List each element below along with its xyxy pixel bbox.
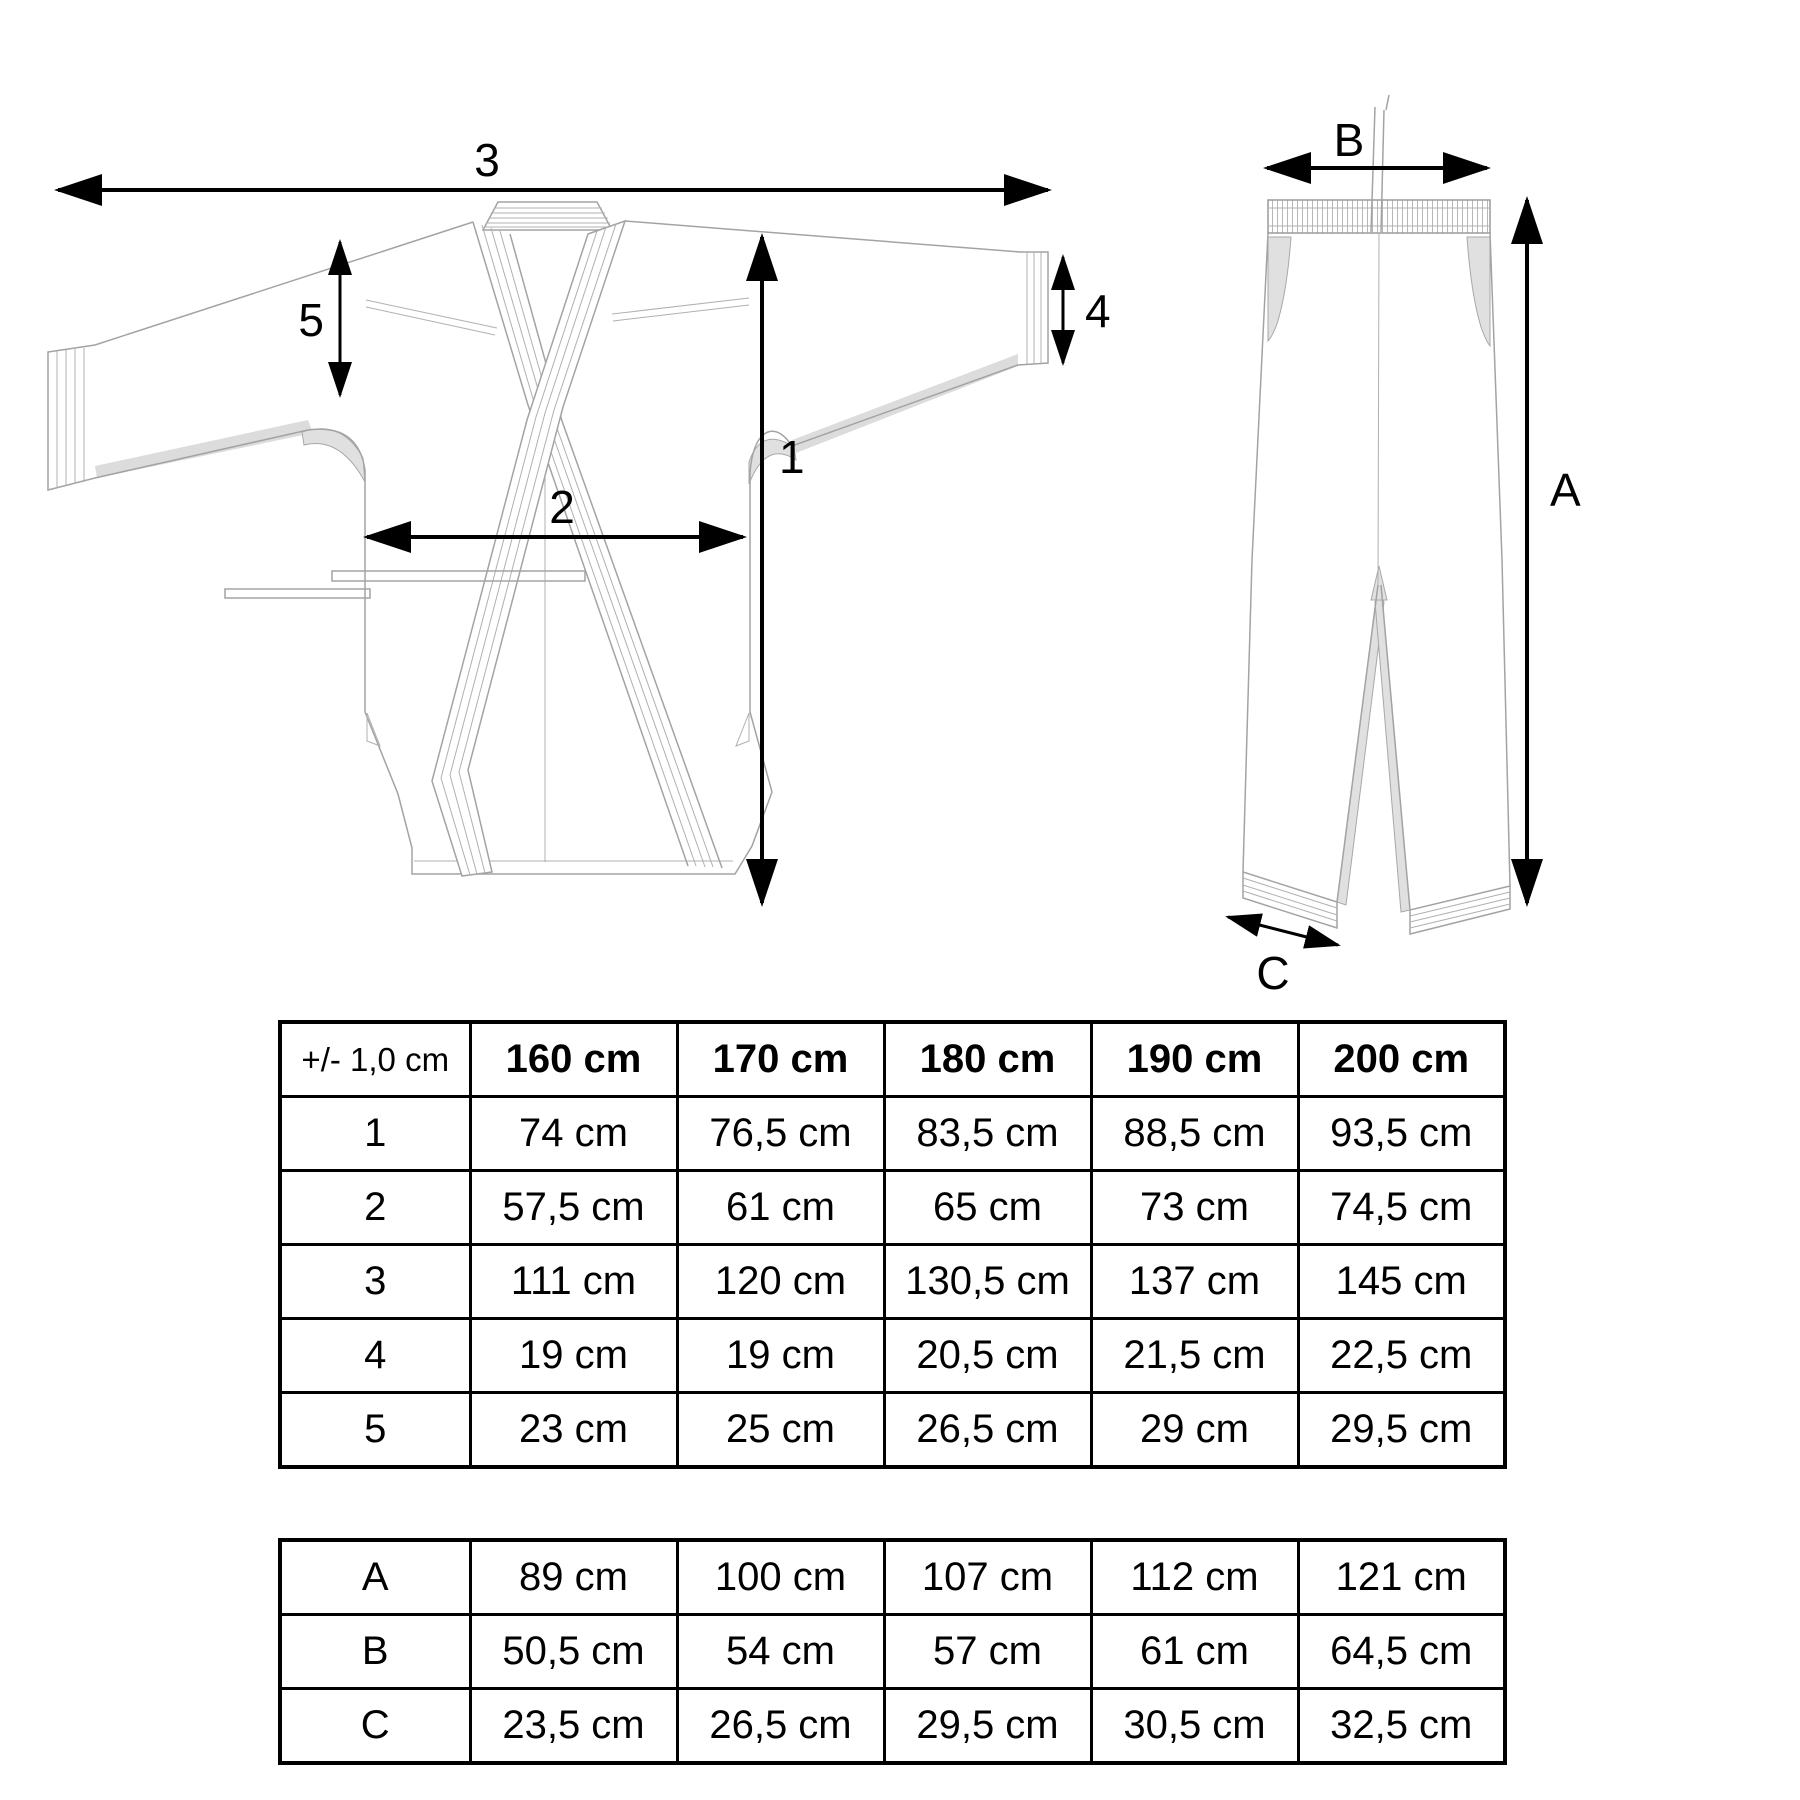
pants-outline [1243, 233, 1510, 910]
measurement-value-cell: 112 cm [1091, 1540, 1298, 1615]
measurement-row [280, 1245, 1505, 1319]
measurement-value-cell: 73 cm [1091, 1171, 1298, 1245]
measurement-value-cell: 20,5 cm [884, 1319, 1091, 1393]
row-label-cell: 5 [280, 1393, 470, 1468]
jacket-tie-strap-upper [332, 571, 585, 581]
pants-diagram [1243, 95, 1510, 934]
pants-size-table [278, 1538, 1507, 1765]
measurement-value-cell: 32,5 cm [1298, 1689, 1505, 1764]
measurement-row [280, 1393, 1505, 1468]
pants-left-gusset-shading [1337, 585, 1384, 905]
measurement-value-cell: 76,5 cm [677, 1097, 884, 1171]
row-label-cell: 3 [280, 1245, 470, 1319]
size-header-cell: 170 cm [677, 1022, 884, 1097]
measurement-row [280, 1171, 1505, 1245]
measurement-value-cell: 130,5 cm [884, 1245, 1091, 1319]
tolerance-header-cell: +/- 1,0 cm [280, 1022, 470, 1097]
jacket-right-lapel [432, 221, 625, 876]
measurement-value-cell: 57 cm [884, 1615, 1091, 1689]
jacket-right-cuff-ribbing [1027, 252, 1041, 364]
measurement-value-cell: 26,5 cm [677, 1689, 884, 1764]
measurement-value-cell: 137 cm [1091, 1245, 1298, 1319]
measurement-value-cell: 21,5 cm [1091, 1319, 1298, 1393]
pants-size-table-wrap [278, 1538, 1507, 1765]
pants-crotch-notch [1371, 566, 1387, 600]
row-label-cell: 4 [280, 1319, 470, 1393]
row-label-cell: 1 [280, 1097, 470, 1171]
measurement-value-cell: 57,5 cm [470, 1171, 677, 1245]
row-label-cell: B [280, 1615, 470, 1689]
measurement-value-cell: 54 cm [677, 1615, 884, 1689]
measurement-value-cell: 89 cm [470, 1540, 677, 1615]
measurement-value-cell: 100 cm [677, 1540, 884, 1615]
dimension-arrows [58, 114, 1581, 999]
pants-dimC-label: C [1256, 947, 1290, 999]
jacket-dim3-label: 3 [474, 134, 500, 186]
pants-center-seam [1378, 233, 1379, 585]
pants-dimB-label: B [1333, 114, 1365, 166]
measurement-value-cell: 64,5 cm [1298, 1615, 1505, 1689]
row-label-cell: A [280, 1540, 470, 1615]
pants-left-pocket [1268, 237, 1291, 341]
measurement-row [280, 1319, 1505, 1393]
pants-dimA-label: A [1550, 464, 1581, 516]
measurement-value-cell: 74,5 cm [1298, 1171, 1505, 1245]
pants-dimC-arrow [1228, 917, 1338, 945]
measurement-row [280, 1540, 1505, 1615]
measurement-value-cell: 65 cm [884, 1171, 1091, 1245]
measurement-row [280, 1689, 1505, 1764]
jacket-right-sleeve-shading [792, 354, 1018, 453]
pants-left-cuff [1243, 872, 1337, 928]
jacket-left-cuff-ribbing [57, 348, 84, 488]
measurement-value-cell: 121 cm [1298, 1540, 1505, 1615]
measurement-value-cell: 74 cm [470, 1097, 677, 1171]
jacket-left-sleeve-shading [95, 420, 313, 478]
size-header-cell: 190 cm [1091, 1022, 1298, 1097]
jacket-right-slit-notch [736, 713, 749, 746]
jacket-dim2-label: 2 [549, 481, 575, 533]
row-label-cell: 2 [280, 1171, 470, 1245]
jacket-collar [483, 202, 612, 230]
measurement-value-cell: 93,5 cm [1298, 1097, 1505, 1171]
measurement-value-cell: 111 cm [470, 1245, 677, 1319]
measurement-value-cell: 88,5 cm [1091, 1097, 1298, 1171]
measurement-value-cell: 107 cm [884, 1540, 1091, 1615]
measurement-value-cell: 19 cm [470, 1319, 677, 1393]
pants-right-gusset-shading [1375, 585, 1410, 912]
pants-waistband [1268, 200, 1490, 233]
size-header-cell: 200 cm [1298, 1022, 1505, 1097]
size-header-cell: 180 cm [884, 1022, 1091, 1097]
measurement-value-cell: 29 cm [1091, 1393, 1298, 1468]
row-label-cell: C [280, 1689, 470, 1764]
measurement-value-cell: 19 cm [677, 1319, 884, 1393]
measurement-value-cell: 50,5 cm [470, 1615, 677, 1689]
measurement-value-cell: 61 cm [677, 1171, 884, 1245]
pants-right-cuff [1410, 886, 1510, 934]
jacket-size-table [278, 1020, 1507, 1469]
measurement-value-cell: 29,5 cm [884, 1689, 1091, 1764]
jacket-left-yoke-seam [366, 300, 497, 335]
measurement-value-cell: 61 cm [1091, 1615, 1298, 1689]
measurement-value-cell: 26,5 cm [884, 1393, 1091, 1468]
jacket-dim4-label: 4 [1085, 285, 1111, 337]
jacket-dim5-label: 5 [298, 294, 324, 346]
measurement-value-cell: 120 cm [677, 1245, 884, 1319]
measurement-value-cell: 83,5 cm [884, 1097, 1091, 1171]
measurement-value-cell: 22,5 cm [1298, 1319, 1505, 1393]
jacket-tie-strap-lower [225, 589, 370, 598]
jacket-body-outline [48, 221, 1048, 874]
measurement-value-cell: 25 cm [677, 1393, 884, 1468]
jacket-left-slit-notch [367, 713, 380, 746]
jacket-size-table-wrap [278, 1020, 1507, 1469]
measurement-value-cell: 23 cm [470, 1393, 677, 1468]
jacket-dim1-label: 1 [779, 431, 805, 483]
measurement-value-cell: 145 cm [1298, 1245, 1505, 1319]
jacket-right-yoke-seam [612, 298, 749, 321]
measurement-value-cell: 23,5 cm [470, 1689, 677, 1764]
measurement-row [280, 1097, 1505, 1171]
jacket-left-armpit-gusset [302, 429, 365, 482]
measurement-row [280, 1615, 1505, 1689]
size-header-row [280, 1022, 1505, 1097]
pants-right-pocket [1467, 237, 1490, 346]
measurement-value-cell: 29,5 cm [1298, 1393, 1505, 1468]
size-header-cell: 160 cm [470, 1022, 677, 1097]
measurement-value-cell: 30,5 cm [1091, 1689, 1298, 1764]
